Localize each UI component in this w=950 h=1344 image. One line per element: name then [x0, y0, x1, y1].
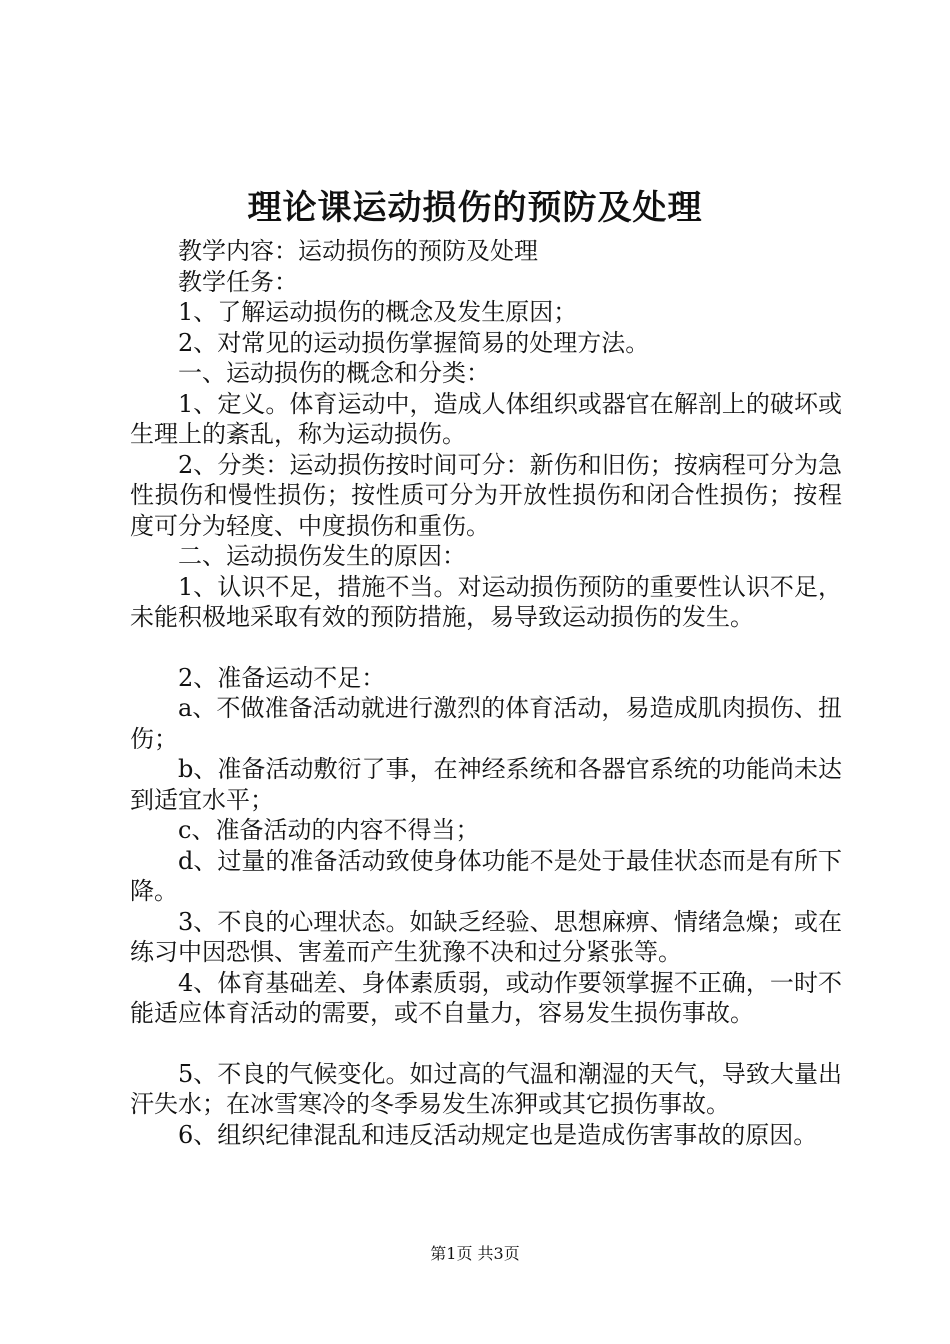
paragraph-cause-2c: c、准备活动的内容不得当； [178, 816, 480, 844]
paragraph-classification: 2、分类：运动损伤按时间可分：新伤和旧伤；按病程可分为急性损伤和慢性损伤；按性质可分为开放性损伤和闭合性损伤；按程度可分为轻度、中度损伤和重伤。 [130, 450, 842, 540]
paragraph-definition: 1、定义。体育运动中，造成人体组织或器官在解剖上的破坏或生理上的紊乱，称为运动损伤。 [130, 389, 842, 448]
paragraph-cause-4: 4、体育基础差、身体素质弱，或动作要领掌握不正确，一时不能适应体育活动的需要，或不自量力，容易发生损伤事故。 [130, 968, 842, 1027]
paragraph-cause-2b: b、准备活动敷衍了事，在神经系统和各器官系统的功能尚未达到适宜水平； [130, 755, 842, 814]
paragraph-task-2: 2、对常见的运动损伤掌握简易的处理方法。 [178, 328, 650, 357]
paragraph-task-1: 1、了解运动损伤的概念及发生原因； [178, 298, 578, 326]
paragraph-teaching-tasks: 教学任务： [178, 267, 298, 296]
paragraph-cause-2d: d、过量的准备活动致使身体功能不是处于最佳状态而是有所下降。 [130, 846, 842, 905]
paragraph-cause-2a: a、不做准备活动就进行激烈的体育活动，易造成肌肉损伤、扭伤； [130, 694, 842, 753]
page-title: 理论课运动损伤的预防及处理 [247, 188, 703, 228]
page-number-footer: 第1页 共3页 [430, 1244, 520, 1263]
paragraph-cause-1: 1、认识不足，措施不当。对运动损伤预防的重要性认识不足，未能积极地采取有效的预防措施，易导致运动损伤的发生。 [130, 572, 842, 631]
document-body [130, 236, 842, 1150]
paragraph-cause-3: 3、不良的心理状态。如缺乏经验、思想麻痹、情绪急燥；或在练习中因恐惧、害羞而产生犹豫不决和过分紧张等。 [130, 907, 842, 966]
paragraph-cause-5: 5、不良的气候变化。如过高的气温和潮湿的天气，导致大量出汗失水；在冰雪寒冷的冬季易发生冻狎或其它损伤事故。 [130, 1059, 842, 1118]
section-heading-causes: 二、运动损伤发生的原因： [178, 542, 466, 570]
paragraph-cause-6: 6、组织纪律混乱和违反活动规定也是造成伤害事故的原因。 [178, 1120, 818, 1149]
paragraph-cause-2: 2、准备运动不足： [178, 663, 386, 692]
section-heading-concept: 一、运动损伤的概念和分类： [178, 359, 490, 387]
paragraph-teaching-content: 教学内容：运动损伤的预防及处理 [178, 237, 538, 265]
